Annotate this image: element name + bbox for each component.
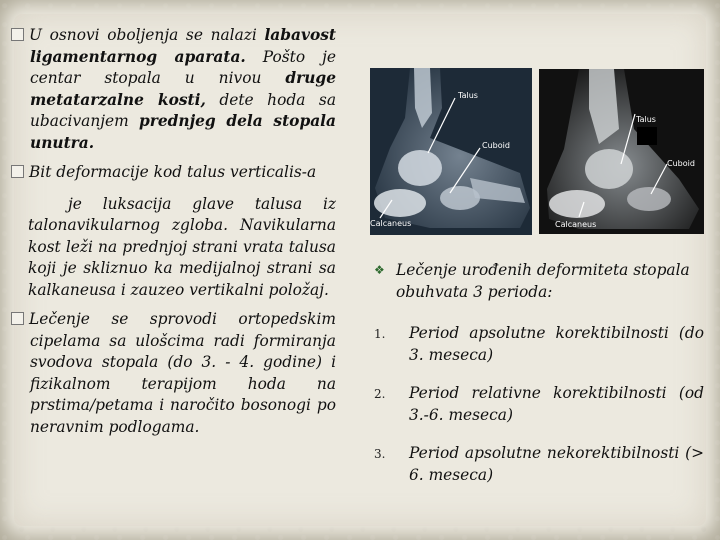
checkbox-bullet-icon <box>11 312 24 325</box>
paragraph-talus-description: je luksacija glave talusa iz talonavikularnog zgloba. Navikularna kost leži na prednjoj strani vrata talusa koji je skliznuo ka medijalnoj strani sa kalkaneusa i zauzeo vertikalni položaj. <box>28 194 336 299</box>
xray-image-right <box>539 69 704 234</box>
list-item: 1. Period apsolutne korektibilnosti (do 3. meseca) <box>374 324 704 364</box>
list-number: 1. <box>374 327 386 341</box>
xray-left-label-calcaneus: Calcaneus <box>370 219 412 228</box>
list-item: 2. Period relativne korektibilnosti (od 3.-6. meseca) <box>374 384 704 424</box>
xray-right-label-talus: Talus <box>636 115 656 124</box>
paragraph-treatment: Lečenje se sprovodi ortopedskim cipelama sa ulošcima radi formiranja svodova stopala (do 3. - 4. godine) i fizikalnom terapijom hoda na prstima/petama i naročito bosonogi po neravnim podlogama. <box>28 309 336 438</box>
xray-left-label-talus: Talus <box>458 91 478 100</box>
checkbox-bullet-icon <box>11 165 24 178</box>
list-number: 3. <box>374 447 386 461</box>
right-text-column <box>374 260 704 503</box>
paragraph-talus-heading: Bit deformacije kod talus verticalis-a <box>28 162 336 184</box>
treatment-periods-heading: ❖ Lečenje urođenih deformiteta stopala obuhvata 3 perioda: <box>374 261 690 301</box>
paragraph-etiology: U osnovi oboljenja se nalazi labavost ligamentarnog aparata. Pošto je centar stopala u nivou druge metatarzalne kosti, dete hoda sa ubacivanjem prednjeg dela stopala unutra. <box>28 25 336 154</box>
xray-right-label-cuboid: Cuboid <box>667 159 695 168</box>
xray-image-left <box>370 68 532 235</box>
checkbox-bullet-icon <box>11 28 24 41</box>
xray-right-label-calcaneus: Calcaneus <box>555 220 597 229</box>
left-text-column <box>28 25 336 438</box>
list-number: 2. <box>374 387 386 401</box>
xray-left-label-cuboid: Cuboid <box>482 141 510 150</box>
list-item: 3. Period apsolutne nekorektibilnosti (> 6. meseca) <box>374 444 704 484</box>
diamond-bullet-icon: ❖ <box>374 263 385 277</box>
